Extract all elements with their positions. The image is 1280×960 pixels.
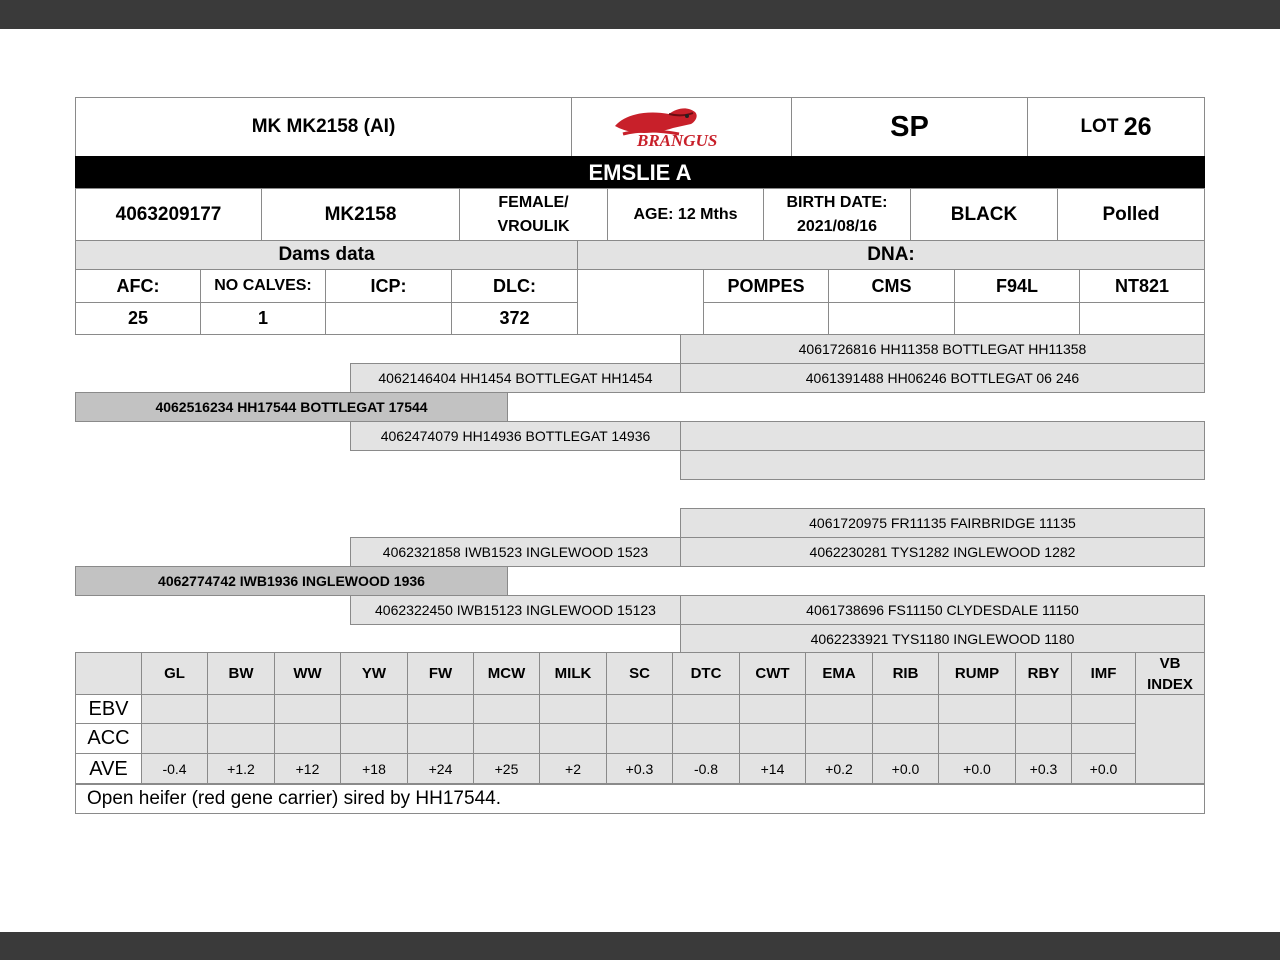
lot-number [1027, 97, 1205, 157]
pedigree-dam-dam-sire: 4061738696 FS11150 CLYDESDALE 11150 [680, 595, 1205, 625]
sale-note: Open heifer (red gene carrier) sired by HH17544. [75, 783, 1205, 814]
ebv-value-cell [539, 694, 607, 724]
ebv-value-cell: +0.3 [1015, 753, 1072, 785]
ebv-trait-header: WW [274, 652, 341, 695]
ebv-value-cell [805, 694, 873, 724]
pedigree-sire: 4062516234 HH17544 BOTTLEGAT 17544 [75, 392, 508, 422]
top-frame-bar [0, 0, 1280, 29]
dna-value-cms [828, 302, 955, 335]
ebv-value-cell [1015, 694, 1072, 724]
index-label: INDEX [1147, 675, 1193, 693]
birth-date [763, 188, 911, 241]
animal-age: AGE: 12 Mths [607, 188, 764, 241]
pedigree-sire-sire-sire: 4061726816 HH11358 BOTTLEGAT HH11358 [680, 334, 1205, 364]
ebv-value-cell: +24 [407, 753, 474, 785]
ebv-value-cell [672, 694, 740, 724]
bottom-frame-bar [0, 932, 1280, 960]
pedigree-dam-sire: 4062321858 IWB1523 INGLEWOOD 1523 [350, 537, 681, 567]
dna-header-f94l: F94L [954, 269, 1080, 303]
ebv-value-cell [207, 723, 275, 754]
ebv-value-cell [805, 723, 873, 754]
ebv-value-cell [207, 694, 275, 724]
grade-label: SP [791, 97, 1028, 157]
ebv-value-cell: +25 [473, 753, 540, 785]
dams-header-dlc: DLC: [451, 269, 578, 303]
dna-header-nt821: NT821 [1079, 269, 1205, 303]
ebv-value-cell [938, 694, 1016, 724]
brangus-logo [571, 97, 792, 157]
ebv-value-cell: +14 [739, 753, 806, 785]
ebv-trait-header: CWT [739, 652, 806, 695]
ebv-value-cell [141, 723, 208, 754]
dams-value-dlc: 372 [451, 302, 578, 335]
vb-index-header [1135, 652, 1205, 695]
ebv-value-cell [872, 723, 939, 754]
ebv-corner-cell [75, 652, 142, 695]
ebv-trait-header: GL [141, 652, 208, 695]
ebv-value-cell: +2 [539, 753, 607, 785]
ebv-value-cell [340, 723, 408, 754]
pedigree-dam-dam-dam: 4062233921 TYS1180 INGLEWOOD 1180 [680, 624, 1205, 654]
dna-value-f94l [954, 302, 1080, 335]
animal-id: 4063209177 [75, 188, 262, 241]
pedigree-dam-dam: 4062322450 IWB15123 INGLEWOOD 15123 [350, 595, 681, 625]
dams-header-afc: AFC: [75, 269, 201, 303]
ebv-trait-header: SC [606, 652, 673, 695]
ebv-value-cell: +0.0 [938, 753, 1016, 785]
sex-line-2: VROULIK [497, 217, 570, 235]
ebv-value-cell: -0.4 [141, 753, 208, 785]
ebv-trait-header: MCW [473, 652, 540, 695]
dams-data-title: Dams data [75, 240, 578, 270]
ebv-row-label: EBV [75, 694, 142, 724]
ebv-trait-header: RBY [1015, 652, 1072, 695]
ebv-value-cell [1071, 723, 1136, 754]
logo-text: BRANGUS [636, 131, 717, 150]
animal-name: MK MK2158 (AI) [75, 97, 572, 157]
ebv-trait-header: IMF [1071, 652, 1136, 695]
ebv-value-cell [141, 694, 208, 724]
pedigree-dam-sire-dam: 4062230281 TYS1282 INGLEWOOD 1282 [680, 537, 1205, 567]
ebv-value-cell [739, 723, 806, 754]
ebv-value-cell: +0.2 [805, 753, 873, 785]
ebv-trait-header: DTC [672, 652, 740, 695]
ebv-value-cell: +0.3 [606, 753, 673, 785]
bull-logo-icon [607, 104, 757, 150]
dams-header-no-calves: NO CALVES: [200, 269, 326, 303]
vb-label: VB [1159, 654, 1181, 672]
pedigree-sire-dam-dam [680, 450, 1205, 480]
animal-color: BLACK [910, 188, 1058, 241]
ebv-value-cell [872, 694, 939, 724]
ebv-value-cell [1071, 694, 1136, 724]
animal-tag: MK2158 [261, 188, 460, 241]
ebv-value-cell: +0.0 [872, 753, 939, 785]
ebv-value-cell [539, 723, 607, 754]
ebv-value-cell [606, 694, 673, 724]
pedigree-sire-dam-sire [680, 421, 1205, 451]
ebv-trait-header: FW [407, 652, 474, 695]
dams-header-icp: ICP: [325, 269, 452, 303]
pedigree-sire-sire-dam: 4061391488 HH06246 BOTTLEGAT 06 246 [680, 363, 1205, 393]
dna-blank-cell [577, 269, 704, 335]
dna-header-pompes: POMPES [703, 269, 829, 303]
pedigree-sire-sire: 4062146404 HH1454 BOTTLEGAT HH1454 [350, 363, 681, 393]
dna-header-cms: CMS [828, 269, 955, 303]
lot-label: LOT [1080, 116, 1119, 137]
ebv-value-cell: +18 [340, 753, 408, 785]
dams-value-icp [325, 302, 452, 335]
birth-date-label: BIRTH DATE: [786, 193, 888, 211]
ebv-value-cell [407, 723, 474, 754]
pedigree-dam: 4062774742 IWB1936 INGLEWOOD 1936 [75, 566, 508, 596]
sex-line-1: FEMALE/ [498, 193, 569, 211]
ebv-value-cell [274, 694, 341, 724]
ebv-value-cell [739, 694, 806, 724]
ebv-value-cell: +12 [274, 753, 341, 785]
ebv-value-cell [407, 694, 474, 724]
ebv-row-label: ACC [75, 723, 142, 754]
horn-status: Polled [1057, 188, 1205, 241]
dna-value-pompes [703, 302, 829, 335]
ebv-value-cell [938, 723, 1016, 754]
ebv-value-cell [473, 694, 540, 724]
ebv-value-cell [1015, 723, 1072, 754]
dams-value-no-calves: 1 [200, 302, 326, 335]
animal-title: EMSLIE A [75, 156, 1205, 189]
ebv-value-cell [274, 723, 341, 754]
ebv-row-label: AVE [75, 753, 142, 785]
ebv-trait-header: MILK [539, 652, 607, 695]
ebv-value-cell [340, 694, 408, 724]
ebv-trait-header: RUMP [938, 652, 1016, 695]
ebv-value-cell [473, 723, 540, 754]
dna-value-nt821 [1079, 302, 1205, 335]
ebv-value-cell: +1.2 [207, 753, 275, 785]
dna-title: DNA: [577, 240, 1205, 270]
pedigree-dam-sire-sire: 4061720975 FR11135 FAIRBRIDGE 11135 [680, 508, 1205, 538]
lot-value: 26 [1123, 112, 1152, 141]
ebv-trait-header: BW [207, 652, 275, 695]
ebv-value-cell: -0.8 [672, 753, 740, 785]
dams-value-afc: 25 [75, 302, 201, 335]
ebv-value-cell [606, 723, 673, 754]
birth-date-value: 2021/08/16 [796, 217, 878, 235]
ebv-value-cell [672, 723, 740, 754]
vb-index-value [1135, 694, 1205, 785]
ebv-value-cell: +0.0 [1071, 753, 1136, 785]
pedigree-sire-dam: 4062474079 HH14936 BOTTLEGAT 14936 [350, 421, 681, 451]
ebv-trait-header: YW [340, 652, 408, 695]
ebv-trait-header: EMA [805, 652, 873, 695]
animal-sex [459, 188, 608, 241]
ebv-trait-header: RIB [872, 652, 939, 695]
